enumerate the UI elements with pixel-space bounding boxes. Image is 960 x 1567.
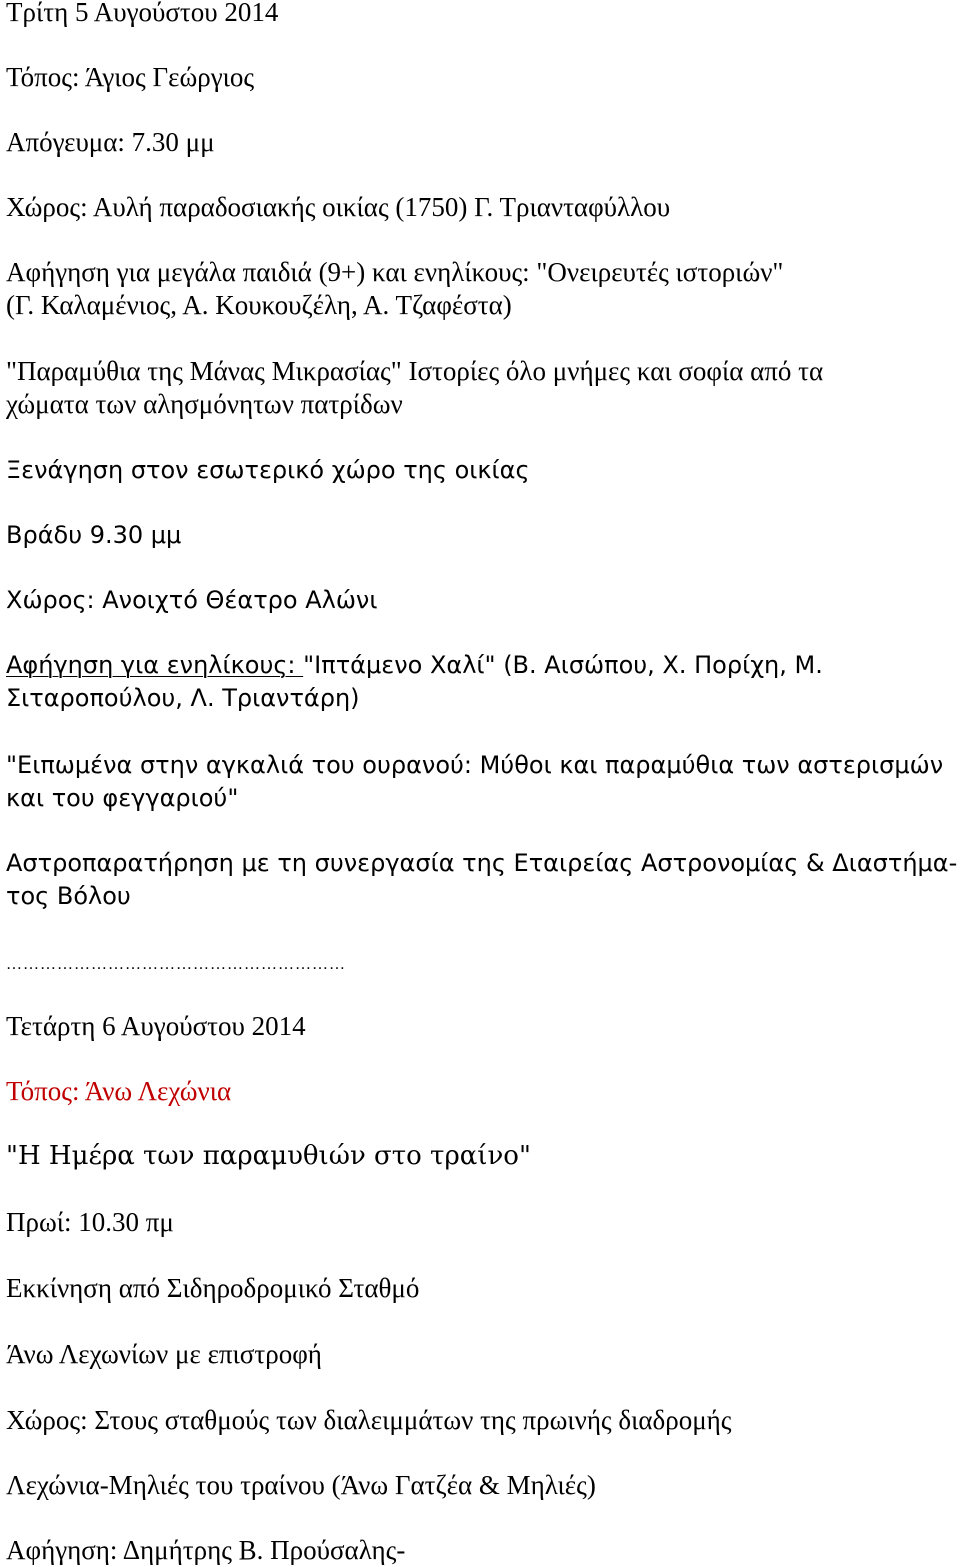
story2-underlined-label: Αφήγηση για ενηλίκους: bbox=[6, 651, 304, 679]
story2-title-authors: "Ιπτάμενο Χαλί" (Β. Αισώπου, Χ. Πορίχη, Μ. bbox=[303, 651, 823, 679]
day1-myths-line1: "Ειπωμένα στην αγκαλιά του ουρανού: Μύθοι και παραμύθια των αστερισμών bbox=[6, 751, 944, 779]
day1-tale-line2: χώματα των αλησμόνητων πατρίδων bbox=[6, 389, 403, 419]
day1-story2-line1 bbox=[6, 649, 956, 682]
day2-start-line1: Εκκίνηση από Σιδηροδρομικό Σταθμό bbox=[6, 1273, 420, 1303]
day2-route: Λεχώνια-Μηλιές του τραίνου (Άνω Γατζέα & Μηλιές) bbox=[6, 1470, 596, 1500]
day1-astro-line1: Αστροπαρατήρηση με τη συνεργασία της Εταιρείας Αστρονομίας & Διαστήμα- bbox=[6, 849, 958, 877]
day1-venue-theatre: Χώρος: Ανοιχτό Θέατρο Αλώνι bbox=[6, 586, 378, 614]
day2-narration: Αφήγηση: Δημήτρης Β. Προύσαλης- bbox=[6, 1535, 406, 1565]
day2-place: Τόπος: Άνω Λεχώνια bbox=[6, 1076, 232, 1106]
day2-date: Τετάρτη 6 Αυγούστου 2014 bbox=[6, 1011, 306, 1041]
day1-tale-line1: "Παραμύθια της Μάνας Μικρασίας" Ιστορίες όλο μνήμες και σοφία από τα bbox=[6, 356, 824, 386]
day1-astro-line2: τος Βόλου bbox=[6, 882, 131, 910]
day2-morning-time: Πρωί: 10.30 πμ bbox=[6, 1207, 174, 1237]
day1-evening-time: Βράδυ 9.30 μμ bbox=[6, 521, 182, 549]
day1-venue-courtyard: Χώρος: Αυλή παραδοσιακής οικίας (1750) Γ. Τριανταφύλλου bbox=[6, 192, 671, 222]
day1-place: Τόπος: Άγιος Γεώργιος bbox=[6, 62, 255, 92]
day1-story1-line2: (Γ. Καλαμένιος, Α. Κουκουζέλη, Α. Τζαφέστα) bbox=[6, 290, 512, 320]
day2-event-title: "Η Ημέρα των παραμυθιών στο τραίνο" bbox=[6, 1141, 531, 1171]
day1-story2-line2: Σιταροπούλου, Λ. Τριαντάρη) bbox=[6, 684, 360, 712]
day2-venue: Χώρος: Στους σταθμούς των διαλειμμάτων της πρωινής διαδρομής bbox=[6, 1405, 732, 1435]
day1-tour: Ξενάγηση στον εσωτερικό χώρο της οικίας bbox=[6, 456, 530, 484]
day1-story1-line1: Αφήγηση για μεγάλα παιδιά (9+) και ενηλίκους: "Ονειρευτές ιστοριών" bbox=[6, 257, 784, 287]
day1-date: Τρίτη 5 Αυγούστου 2014 bbox=[6, 0, 279, 27]
day1-afternoon-time: Απόγευμα: 7.30 μμ bbox=[6, 127, 215, 157]
day1-myths-line2: και του φεγγαριού" bbox=[6, 784, 239, 812]
day2-start-line2: Άνω Λεχωνίων με επιστροφή bbox=[6, 1339, 322, 1369]
section-separator: …………………………………………………… bbox=[6, 956, 346, 973]
